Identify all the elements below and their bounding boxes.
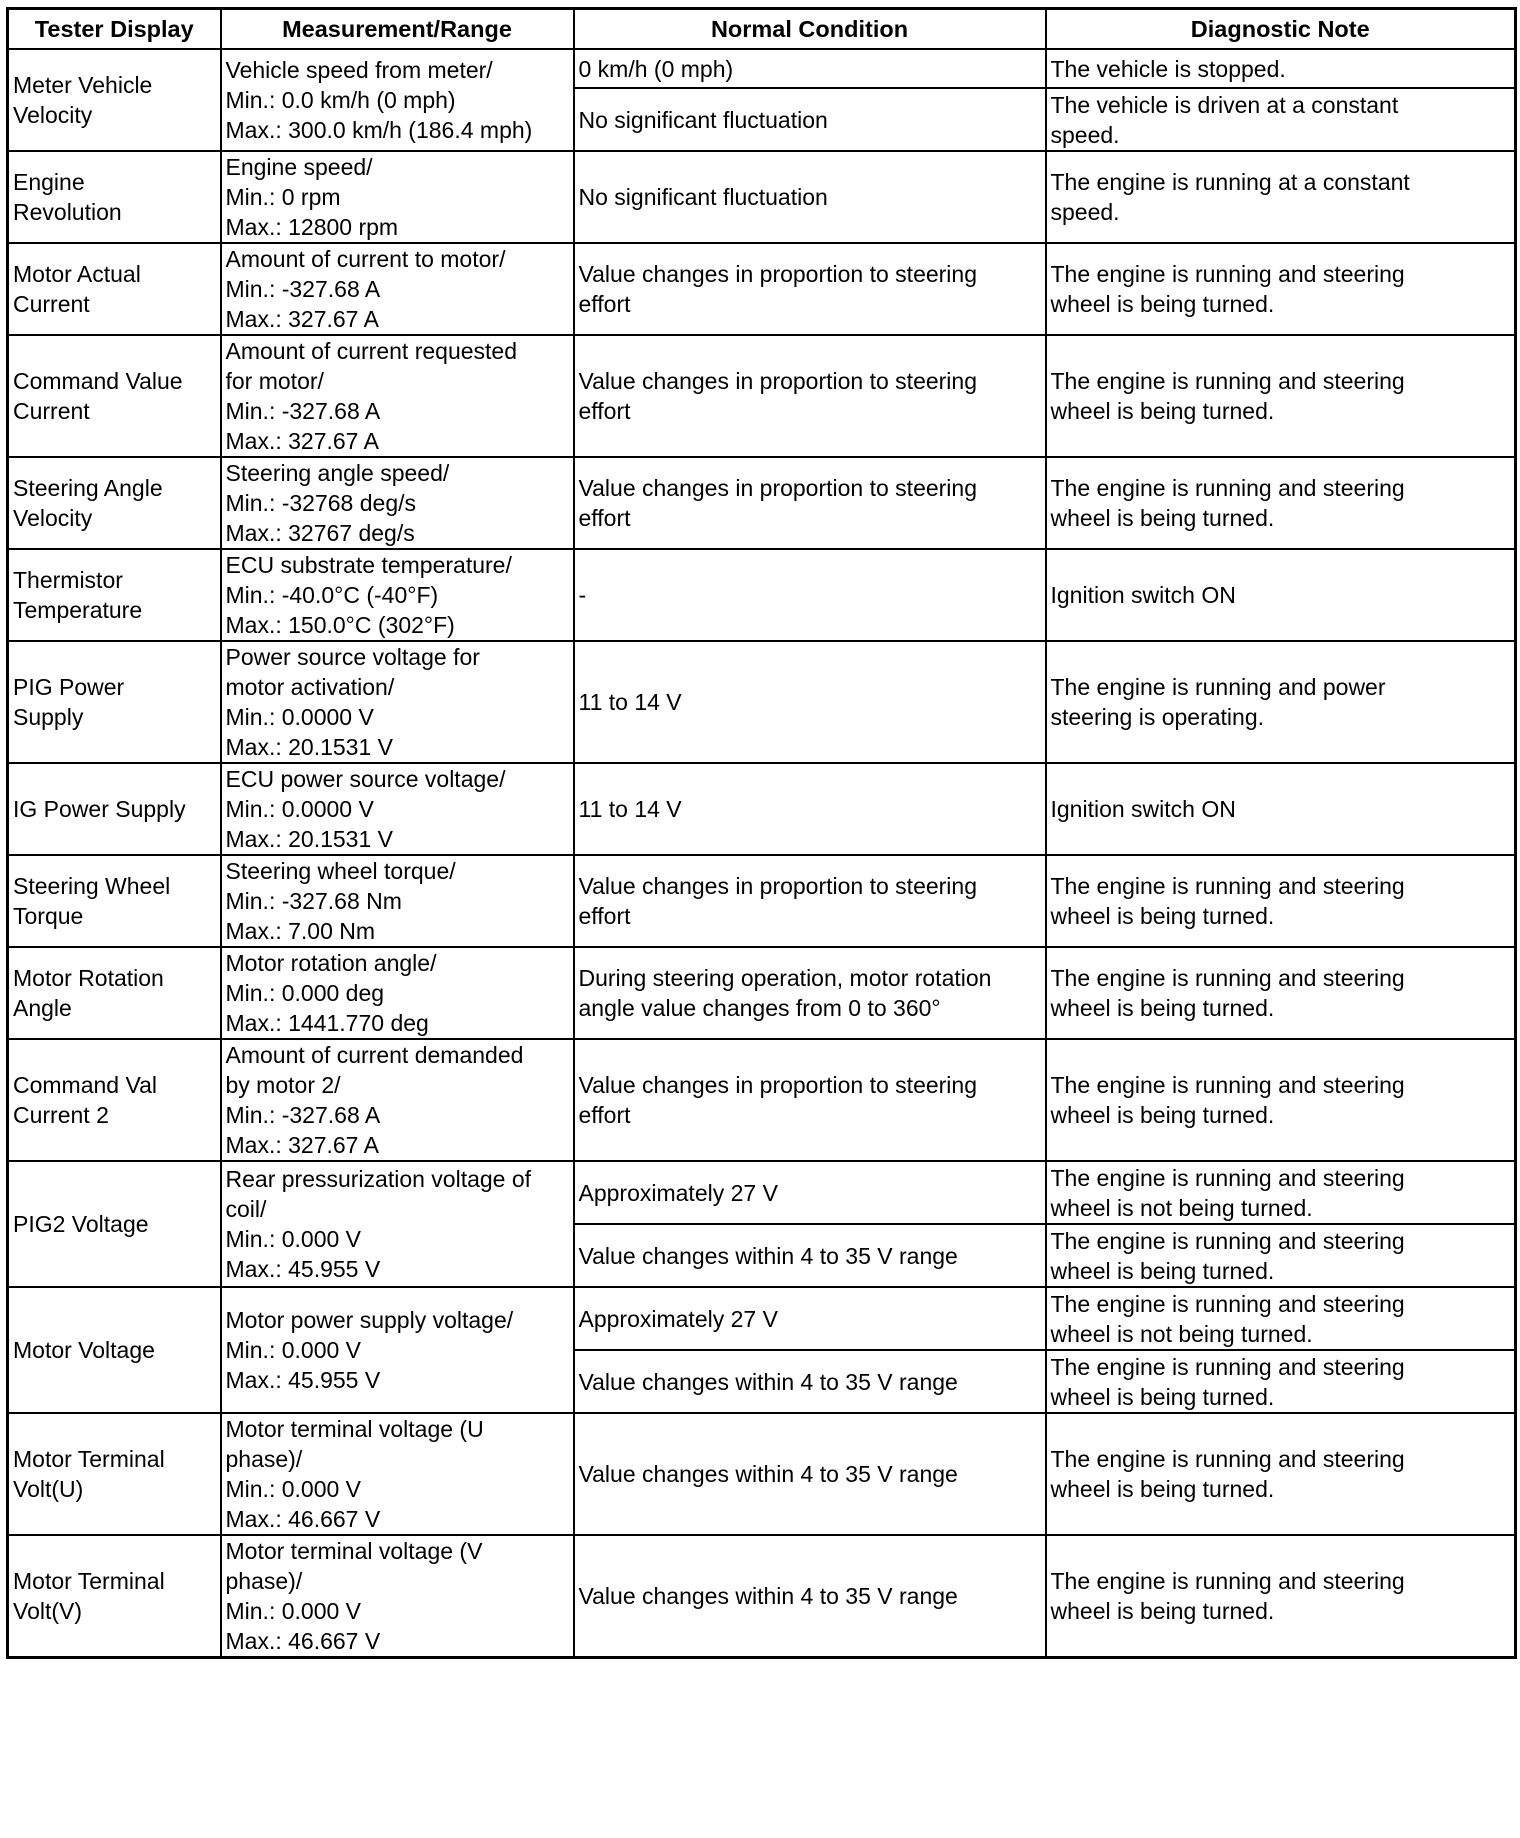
tester-display-cell-line: Torque <box>13 903 84 929</box>
diagnostic-note-cell <box>1046 855 1516 947</box>
measurement-range-cell-line: Max.: 327.67 A <box>225 306 379 332</box>
normal-condition-cell <box>574 243 1046 335</box>
normal-condition-cell-line: Value changes in proportion to steering <box>578 261 978 287</box>
table-row <box>8 335 1516 457</box>
diagnostic-note-cell <box>1046 335 1516 457</box>
measurement-range-cell-line: Min.: 0 rpm <box>225 184 341 210</box>
measurement-range-cell-line: Vehicle speed from meter/ <box>225 57 493 83</box>
tester-display-cell <box>8 1413 221 1535</box>
diagnostic-note-cell-line: The engine is running at a constant <box>1050 169 1410 195</box>
table-row <box>8 243 1516 335</box>
tester-display-cell-line: Motor Terminal <box>13 1446 165 1472</box>
diagnostic-note-cell-line: wheel is being turned. <box>1050 1476 1275 1502</box>
header-measurement-range: Measurement/Range <box>221 9 574 50</box>
measurement-range-cell <box>221 1161 574 1287</box>
measurement-range-cell-line: Motor rotation angle/ <box>225 950 437 976</box>
diagnostic-note-cell-line: The engine is running and power <box>1050 674 1386 700</box>
table-row <box>8 549 1516 641</box>
measurement-range-cell-line: Max.: 7.00 Nm <box>225 918 376 944</box>
measurement-range-cell <box>221 1413 574 1535</box>
normal-condition-cell-line: Value changes within 4 to 35 V range <box>578 1242 958 1269</box>
normal-condition-cell-line: Value changes within 4 to 35 V range <box>578 1583 958 1609</box>
diagnostic-note-cell <box>1046 151 1516 243</box>
normal-condition-cell-line: No significant fluctuation <box>578 106 828 133</box>
normal-condition-cell-line: effort <box>578 903 631 929</box>
tester-display-cell-line: Velocity <box>13 505 93 531</box>
measurement-range-cell-line: Motor power supply voltage/ <box>225 1307 514 1333</box>
normal-condition-cell-line: 11 to 14 V <box>578 796 682 822</box>
measurement-range-cell-line: Amount of current to motor/ <box>225 246 506 272</box>
measurement-range-cell <box>221 1287 574 1413</box>
measurement-range-cell-line: motor activation/ <box>225 674 395 700</box>
diagnostic-note-cell-line: wheel is being turned. <box>1050 398 1275 424</box>
tester-display-cell <box>8 549 221 641</box>
table-body <box>8 49 1516 1658</box>
measurement-range-cell <box>221 641 574 763</box>
diagnostic-note-cell-line: wheel is not being turned. <box>1050 1320 1313 1347</box>
measurement-range-cell <box>221 457 574 549</box>
diagnostic-note-cell-line: speed. <box>1050 199 1120 225</box>
normal-condition-cell-line: No significant fluctuation <box>578 184 828 210</box>
measurement-range-cell-line: Max.: 327.67 A <box>225 1132 379 1158</box>
normal-condition-cell-line: effort <box>578 1102 631 1128</box>
diagnostic-note-cell <box>1046 1224 1516 1287</box>
diagnostic-note-cell-line: wheel is being turned. <box>1050 1257 1275 1284</box>
tester-display-cell-line: Meter Vehicle <box>13 72 153 98</box>
normal-condition-cell <box>574 1161 1046 1224</box>
tester-display-cell <box>8 1287 221 1413</box>
diagnostic-note-cell-line: The engine is running and steering <box>1050 1227 1405 1254</box>
measurement-range-cell-line: Max.: 20.1531 V <box>225 826 393 852</box>
measurement-range-cell-line: Motor terminal voltage (U <box>225 1416 484 1442</box>
tester-display-cell-line: Angle <box>13 995 72 1021</box>
tester-display-cell-line: PIG Power <box>13 674 125 700</box>
measurement-range-cell-line: Max.: 46.667 V <box>225 1628 381 1654</box>
measurement-range-cell-line: Min.: 0.000 V <box>225 1226 362 1252</box>
normal-condition-cell-line: Value changes in proportion to steering <box>578 368 978 394</box>
measurement-range-cell-line: Min.: 0.000 V <box>225 1598 362 1624</box>
tester-display-cell-line: Motor Rotation <box>13 965 164 991</box>
normal-condition-cell-line: effort <box>578 398 631 424</box>
measurement-range-cell-line: Max.: 1441.770 deg <box>225 1010 429 1036</box>
normal-condition-cell-line: Approximately 27 V <box>578 1305 778 1332</box>
measurement-range-cell-line: Min.: -327.68 A <box>225 398 381 424</box>
measurement-range-cell-line: coil/ <box>225 1196 267 1222</box>
measurement-range-cell <box>221 1535 574 1658</box>
diagnostic-note-cell-line: The engine is running and steering <box>1050 965 1405 991</box>
normal-condition-cell <box>574 1039 1046 1161</box>
normal-condition-cell-line: Value changes in proportion to steering <box>578 873 978 899</box>
tester-display-cell <box>8 1535 221 1658</box>
measurement-range-cell-line: Rear pressurization voltage of <box>225 1166 532 1192</box>
measurement-range-cell-line: Max.: 327.67 A <box>225 428 379 454</box>
tester-display-cell <box>8 49 221 151</box>
tester-display-cell-line: Motor Actual <box>13 261 141 287</box>
diagnostic-note-cell-line: The engine is running and steering <box>1050 261 1405 287</box>
tester-display-cell <box>8 641 221 763</box>
diagnostic-note-cell-line: steering is operating. <box>1050 704 1265 730</box>
tester-display-cell <box>8 335 221 457</box>
diagnostic-note-cell-line: wheel is being turned. <box>1050 505 1275 531</box>
diagnostic-note-cell <box>1046 243 1516 335</box>
diagnostic-note-cell-line: Ignition switch ON <box>1050 582 1236 608</box>
normal-condition-cell-line: 11 to 14 V <box>578 689 682 715</box>
tester-display-cell-line: PIG2 Voltage <box>13 1211 149 1237</box>
tester-display-cell-line: Volt(U) <box>13 1476 84 1502</box>
tester-display-cell-line: Motor Terminal <box>13 1568 165 1594</box>
measurement-range-cell-line: ECU substrate temperature/ <box>225 552 512 578</box>
normal-condition-cell <box>574 151 1046 243</box>
measurement-range-cell-line: Motor terminal voltage (V <box>225 1538 483 1564</box>
measurement-range-cell <box>221 243 574 335</box>
measurement-range-cell-line: Max.: 12800 rpm <box>225 214 399 240</box>
normal-condition-cell-line: Value changes within 4 to 35 V range <box>578 1461 958 1487</box>
measurement-range-cell-line: Max.: 150.0°C (302°F) <box>225 612 455 638</box>
tester-display-cell-line: Volt(V) <box>13 1598 83 1624</box>
header-tester-display: Tester Display <box>8 9 221 50</box>
normal-condition-cell <box>574 641 1046 763</box>
normal-condition-cell <box>574 1350 1046 1413</box>
header-diagnostic-note: Diagnostic Note <box>1046 9 1516 50</box>
diagnostic-note-cell <box>1046 1287 1516 1350</box>
tester-display-cell-line: Velocity <box>13 102 93 128</box>
measurement-range-cell-line: by motor 2/ <box>225 1072 341 1098</box>
measurement-range-cell-line: Min.: -32768 deg/s <box>225 490 417 516</box>
measurement-range-cell-line: Steering wheel torque/ <box>225 858 456 884</box>
diagnostic-note-cell <box>1046 1413 1516 1535</box>
normal-condition-cell <box>574 1287 1046 1350</box>
diagnostic-note-cell-line: wheel is being turned. <box>1050 903 1275 929</box>
normal-condition-cell-line: angle value changes from 0 to 360° <box>578 995 941 1021</box>
diagnostic-note-cell-line: The engine is running and steering <box>1050 1353 1405 1380</box>
diagnostic-note-cell-line: The engine is running and steering <box>1050 1072 1405 1098</box>
diagnostic-note-cell-line: The vehicle is stopped. <box>1050 55 1286 82</box>
normal-condition-cell-line: 0 km/h (0 mph) <box>578 55 734 82</box>
diagnostic-note-cell <box>1046 1161 1516 1224</box>
diagnostic-note-cell-line: wheel is not being turned. <box>1050 1194 1313 1221</box>
table-row <box>8 1287 1516 1350</box>
diagnostic-note-cell <box>1046 549 1516 641</box>
normal-condition-cell <box>574 88 1046 151</box>
measurement-range-cell <box>221 335 574 457</box>
diagnostic-note-cell-line: The engine is running and steering <box>1050 368 1405 394</box>
tester-display-cell-line: Command Value <box>13 368 183 394</box>
tester-display-cell-line: Steering Angle <box>13 475 163 501</box>
normal-condition-cell-line: Value changes within 4 to 35 V range <box>578 1368 958 1395</box>
measurement-range-cell-line: Max.: 45.955 V <box>225 1256 381 1282</box>
measurement-range-cell-line: Min.: 0.0 km/h (0 mph) <box>225 87 456 113</box>
diagnostic-note-cell <box>1046 457 1516 549</box>
measurement-range-cell <box>221 49 574 151</box>
tester-display-cell <box>8 1039 221 1161</box>
measurement-range-cell-line: Power source voltage for <box>225 644 480 670</box>
table-row <box>8 855 1516 947</box>
measurement-range-cell <box>221 763 574 855</box>
tester-display-cell-line: Thermistor <box>13 567 123 593</box>
normal-condition-cell-line: effort <box>578 505 631 531</box>
diagnostic-note-cell <box>1046 49 1516 88</box>
table-row <box>8 1039 1516 1161</box>
normal-condition-cell <box>574 1535 1046 1658</box>
normal-condition-cell-line: - <box>578 582 587 608</box>
measurement-range-cell-line: for motor/ <box>225 368 324 394</box>
diagnostic-note-cell <box>1046 641 1516 763</box>
diagnostic-note-cell-line: The engine is running and steering <box>1050 1290 1405 1317</box>
tester-display-cell <box>8 243 221 335</box>
tester-display-cell <box>8 1161 221 1287</box>
measurement-range-cell-line: phase)/ <box>225 1568 303 1594</box>
measurement-range-cell-line: Min.: 0.0000 V <box>225 704 374 730</box>
measurement-range-cell-line: Max.: 300.0 km/h (186.4 mph) <box>225 117 533 143</box>
measurement-range-cell <box>221 855 574 947</box>
diagnostic-note-cell-line: The engine is running and steering <box>1050 1446 1405 1472</box>
diagnostic-note-cell-line: The engine is running and steering <box>1050 475 1405 501</box>
tester-display-cell <box>8 763 221 855</box>
table-row <box>8 1535 1516 1658</box>
diagnostic-note-cell-line: The vehicle is driven at a constant <box>1050 91 1399 118</box>
diagnostic-note-cell-line: wheel is being turned. <box>1050 1598 1275 1624</box>
table-row <box>8 947 1516 1039</box>
tester-display-cell-line: Motor Voltage <box>13 1337 155 1363</box>
normal-condition-cell <box>574 855 1046 947</box>
measurement-range-cell <box>221 151 574 243</box>
diagnostic-note-cell <box>1046 1039 1516 1161</box>
normal-condition-cell-line: effort <box>578 291 631 317</box>
table-row <box>8 641 1516 763</box>
normal-condition-cell-line: Approximately 27 V <box>578 1179 778 1206</box>
measurement-range-cell-line: phase)/ <box>225 1446 303 1472</box>
measurement-range-cell <box>221 1039 574 1161</box>
measurement-range-cell-line: Amount of current demanded <box>225 1042 524 1068</box>
diagnostic-note-cell <box>1046 88 1516 151</box>
tester-display-cell-line: Current <box>13 291 90 317</box>
measurement-range-cell-line: Min.: 0.000 V <box>225 1476 362 1502</box>
diagnostic-note-cell-line: wheel is being turned. <box>1050 291 1275 317</box>
diagnostic-note-cell <box>1046 763 1516 855</box>
measurement-range-cell-line: Max.: 45.955 V <box>225 1367 381 1393</box>
header-normal-condition: Normal Condition <box>574 9 1046 50</box>
measurement-range-cell-line: Steering angle speed/ <box>225 460 450 486</box>
measurement-range-cell-line: Min.: -327.68 A <box>225 276 381 302</box>
diagnostic-note-cell-line: wheel is being turned. <box>1050 1383 1275 1410</box>
tester-display-cell-line: Command Val <box>13 1072 158 1098</box>
normal-condition-cell <box>574 335 1046 457</box>
diagnostic-note-cell-line: wheel is being turned. <box>1050 1102 1275 1128</box>
tester-display-cell-line: Steering Wheel <box>13 873 171 899</box>
diagnostic-note-cell-line: Ignition switch ON <box>1050 796 1236 822</box>
measurement-range-cell-line: Min.: 0.000 deg <box>225 980 385 1006</box>
diagnostic-note-cell <box>1046 1535 1516 1658</box>
measurement-range-cell <box>221 549 574 641</box>
tester-display-cell <box>8 151 221 243</box>
tester-display-cell-line: Supply <box>13 704 84 730</box>
normal-condition-cell <box>574 1224 1046 1287</box>
normal-condition-cell-line: Value changes in proportion to steering <box>578 1072 978 1098</box>
table-row <box>8 1161 1516 1224</box>
diagnostic-note-cell-line: speed. <box>1050 121 1120 148</box>
normal-condition-cell <box>574 457 1046 549</box>
measurement-range-cell-line: Amount of current requested <box>225 338 517 364</box>
data-list-table <box>6 7 1517 1659</box>
table-row <box>8 457 1516 549</box>
measurement-range-cell-line: Min.: 0.000 V <box>225 1337 362 1363</box>
normal-condition-cell <box>574 1413 1046 1535</box>
diagnostic-note-cell <box>1046 947 1516 1039</box>
diagnostic-note-cell-line: The engine is running and steering <box>1050 1164 1405 1191</box>
measurement-range-cell <box>221 947 574 1039</box>
tester-display-cell-line: Engine <box>13 169 85 195</box>
diagnostic-note-cell <box>1046 1350 1516 1413</box>
measurement-range-cell-line: Engine speed/ <box>225 154 373 180</box>
tester-display-cell-line: Revolution <box>13 199 122 225</box>
tester-display-cell <box>8 855 221 947</box>
table-row <box>8 49 1516 88</box>
measurement-range-cell-line: Max.: 46.667 V <box>225 1506 381 1532</box>
diagnostic-note-cell-line: The engine is running and steering <box>1050 1568 1405 1594</box>
diagnostic-note-cell-line: wheel is being turned. <box>1050 995 1275 1021</box>
measurement-range-cell-line: Min.: 0.0000 V <box>225 796 374 822</box>
tester-display-cell-line: Current <box>13 398 90 424</box>
normal-condition-cell-line: During steering operation, motor rotation <box>578 965 992 991</box>
table-row <box>8 763 1516 855</box>
tester-display-cell <box>8 947 221 1039</box>
measurement-range-cell-line: Max.: 32767 deg/s <box>225 520 415 546</box>
table-row <box>8 151 1516 243</box>
normal-condition-cell <box>574 49 1046 88</box>
measurement-range-cell-line: Max.: 20.1531 V <box>225 734 393 760</box>
tester-display-cell-line: IG Power Supply <box>13 796 186 822</box>
table-row <box>8 1413 1516 1535</box>
measurement-range-cell-line: Min.: -327.68 A <box>225 1102 381 1128</box>
normal-condition-cell-line: Value changes in proportion to steering <box>578 475 978 501</box>
normal-condition-cell <box>574 763 1046 855</box>
measurement-range-cell-line: ECU power source voltage/ <box>225 766 506 792</box>
diagnostic-note-cell-line: The engine is running and steering <box>1050 873 1405 899</box>
table-header-row <box>8 9 1516 50</box>
tester-display-cell-line: Temperature <box>13 597 143 623</box>
normal-condition-cell <box>574 549 1046 641</box>
measurement-range-cell-line: Min.: -327.68 Nm <box>225 888 402 914</box>
tester-display-cell <box>8 457 221 549</box>
measurement-range-cell-line: Min.: -40.0°C (-40°F) <box>225 582 439 608</box>
tester-display-cell-line: Current 2 <box>13 1102 109 1128</box>
normal-condition-cell <box>574 947 1046 1039</box>
